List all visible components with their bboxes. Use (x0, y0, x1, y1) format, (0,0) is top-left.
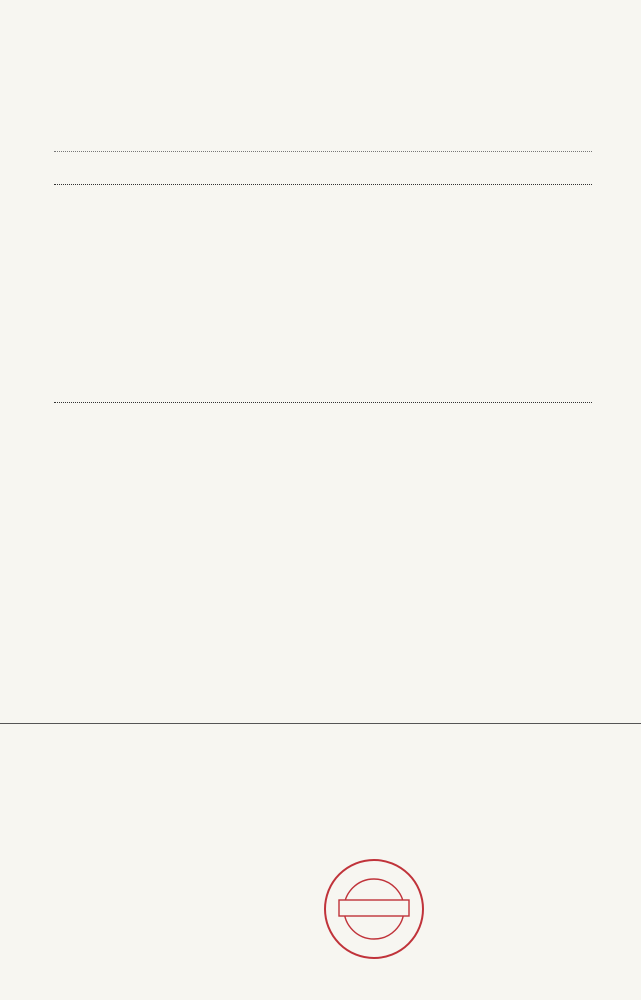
leader-dots (54, 184, 592, 185)
intro-row[interactable] (50, 153, 596, 154)
leader-dots (54, 151, 592, 152)
leader-dots (54, 402, 592, 403)
divider-rule (0, 723, 641, 724)
library-stamp (322, 857, 426, 961)
section-jesenik[interactable] (50, 404, 596, 405)
section-nysa[interactable] (50, 186, 596, 187)
